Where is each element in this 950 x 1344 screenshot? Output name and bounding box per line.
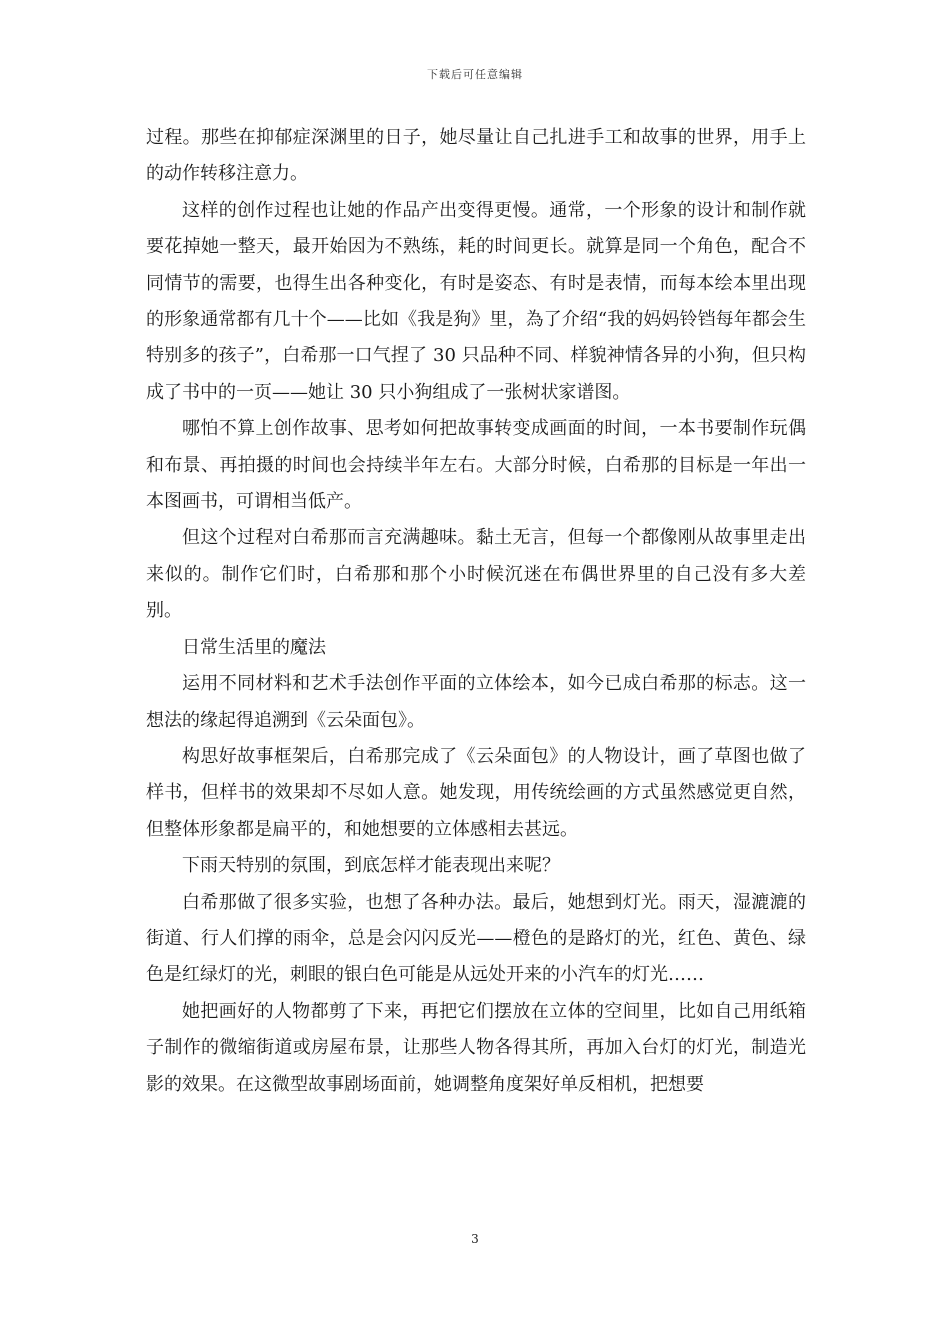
paragraph: 但这个过程对白希那而言充满趣味。黏土无言，但每一个都像刚从故事里走出来似的。制作它们时，白希那和那个小时候沉迷在布偶世界里的自己没有多大差别。 [146, 527, 806, 622]
page-header: 下载后可任意编辑 [427, 68, 523, 81]
paragraph: 构思好故事框架后，白希那完成了《云朵面包》的人物设计，画了草图也做了样书，但样书的效果却不尽如人意。她发现，用传统绘画的方式虽然感觉更自然，但整体形象都是扁平的，和她想要的立体感相去甚远。 [146, 745, 806, 840]
paragraph: 下雨天特别的氛围，到底怎样才能表现出来呢？ [182, 855, 560, 877]
paragraph: 运用不同材料和艺术手法创作平面的立体绘本，如今已成白希那的标志。这一想法的缘起得追溯到《云朵面包》。 [146, 673, 806, 731]
paragraph: 哪怕不算上创作故事、思考如何把故事转变成画面的时间，一本书要制作玩偶和布景、再拍摄的时间也会持续半年左右。大部分时候，白希那的目标是一年出一本图画书，可谓相当低产。 [146, 418, 806, 513]
paragraph: 这样的创作过程也让她的作品产出变得更慢。通常，一个形象的设计和制作就要花掉她一整天，最开始因为不熟练，耗的时间更长。就算是同一个角色，配合不同情节的需要，也得生出各种变化，有时是姿态、有时是表情，而每本绘本里出现的形象通常都有几十个——比如《我是狗》里，為了介绍“我的妈妈铃铛每年都会生特别多的孩子”，白希那一口气捏了 30 只品种不同、样貌神情各异的小狗，但只构成了书中的一页——她让 30 只小狗组成了一张树状家谱图。 [146, 199, 806, 403]
paragraph: 白希那做了很多实验，也想了各种办法。最后，她想到灯光。雨天，湿漉漉的街道、行人们撑的雨伞，总是会闪闪反光——橙色的是路灯的光，红色、黄色、绿色是红绿灯的光，刺眼的银白色可能是从远处开来的小汽车的灯光…… [146, 891, 806, 986]
document-body [146, 120, 806, 1103]
page-number: 3 [471, 1232, 479, 1246]
section-heading: 日常生活里的魔法 [182, 636, 326, 658]
paragraph: 她把画好的人物都剪了下来，再把它们摆放在立体的空间里，比如自己用纸箱子制作的微缩街道或房屋布景，让那些人物各得其所，再加入台灯的灯光，制造光影的效果。在这微型故事剧场面前，她调整角度架好单反相机，把想要 [146, 1000, 806, 1095]
paragraph: 过程。那些在抑郁症深渊里的日子，她尽量让自己扎进手工和故事的世界，用手上的动作转移注意力。 [146, 127, 806, 185]
